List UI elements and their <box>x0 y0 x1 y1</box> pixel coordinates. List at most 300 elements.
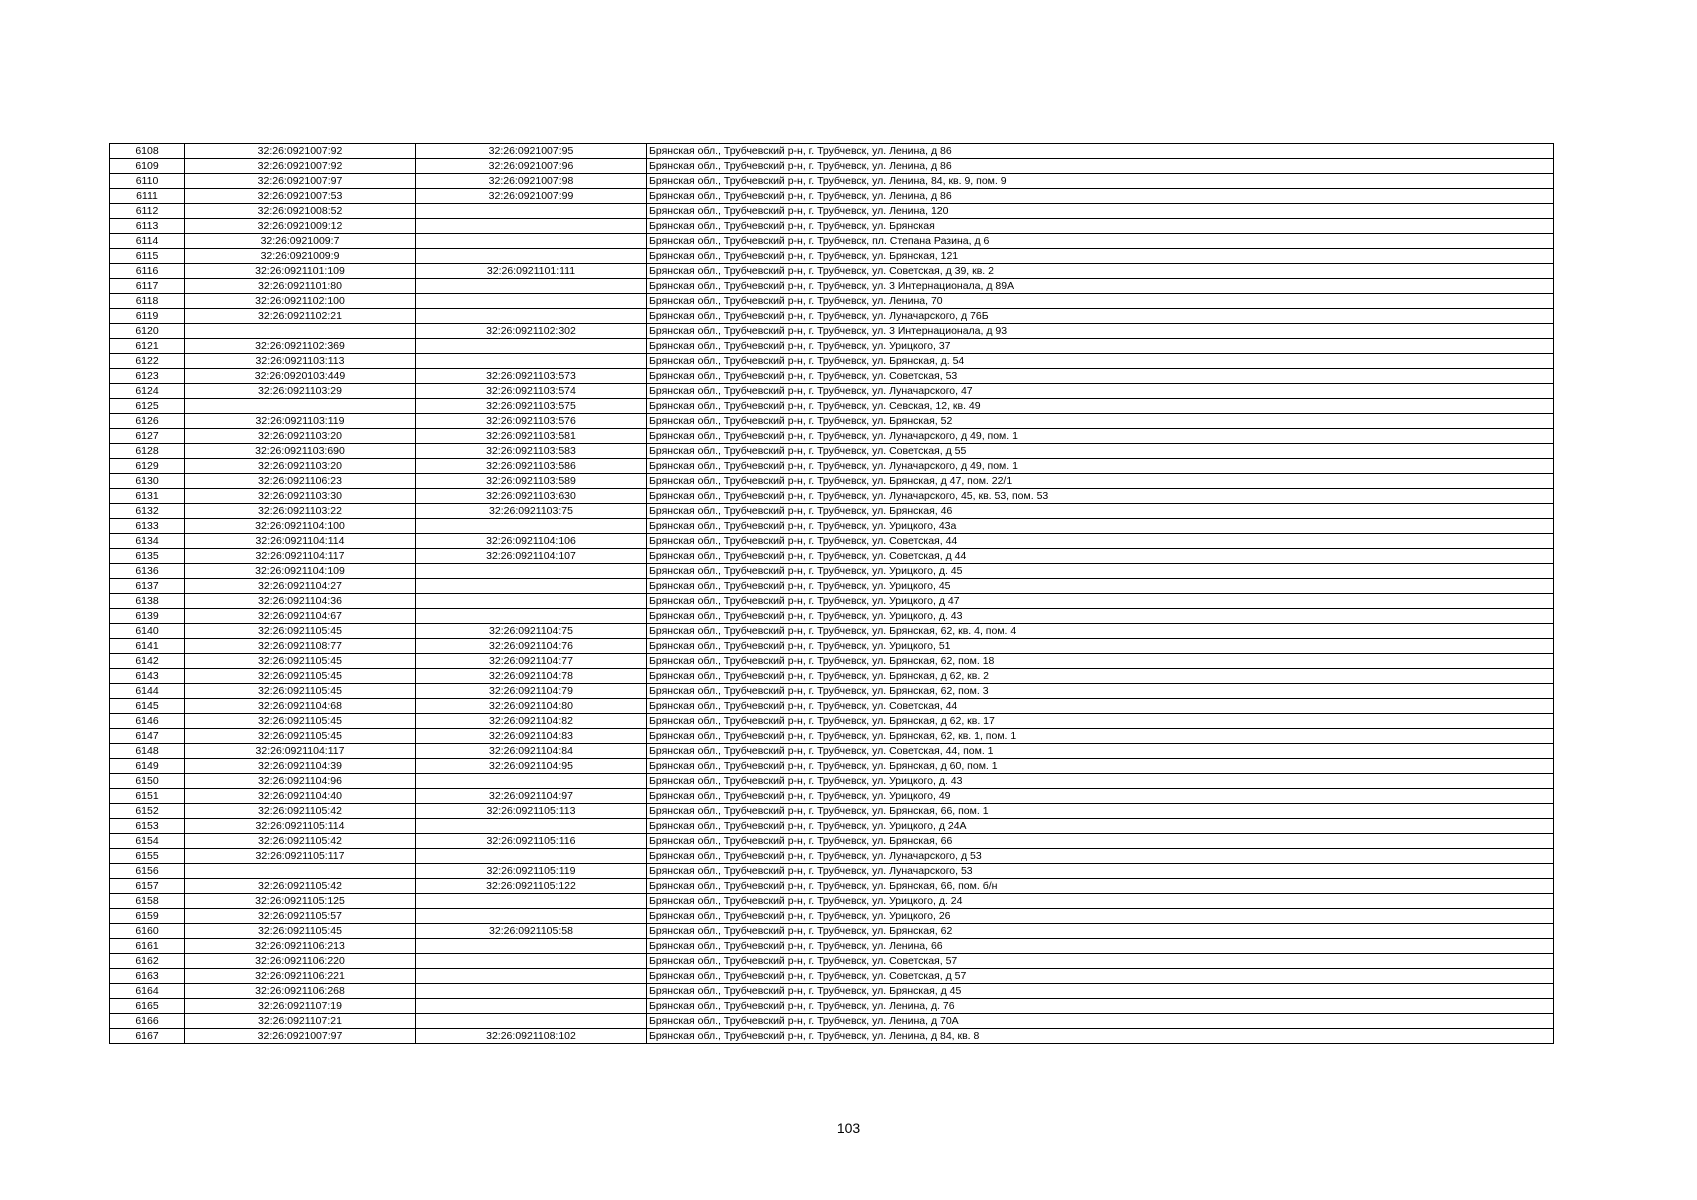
table-row <box>110 474 1554 489</box>
cadastral-number-cell: 32:26:0921107:21 <box>185 1014 416 1029</box>
row-number-cell: 6128 <box>110 444 185 459</box>
address-cell: Брянская обл., Трубчевский р-н, г. Трубчевск, ул. Советская, д 55 <box>647 444 1554 459</box>
cadastral-number-cell: 32:26:0921007:92 <box>185 159 416 174</box>
address-cell: Брянская обл., Трубчевский р-н, г. Трубчевск, ул. Советская, д 44 <box>647 549 1554 564</box>
address-cell: Брянская обл., Трубчевский р-н, г. Трубчевск, ул. Ленина, 70 <box>647 294 1554 309</box>
object-cadastral-number-cell: 32:26:0921108:102 <box>416 1029 647 1044</box>
cadastral-number-cell: 32:26:0921105:45 <box>185 714 416 729</box>
cadastral-number-cell: 32:26:0920103:449 <box>185 369 416 384</box>
address-cell: Брянская обл., Трубчевский р-н, г. Трубчевск, ул. 3 Интернационала, д 93 <box>647 324 1554 339</box>
cadastral-number-cell: 32:26:0921105:114 <box>185 819 416 834</box>
object-cadastral-number-cell: 32:26:0921104:76 <box>416 639 647 654</box>
address-cell: Брянская обл., Трубчевский р-н, г. Трубчевск, ул. Урицкого, д. 45 <box>647 564 1554 579</box>
cadastral-number-cell: 32:26:0921104:40 <box>185 789 416 804</box>
table-row <box>110 309 1554 324</box>
address-cell: Брянская обл., Трубчевский р-н, г. Трубчевск, ул. Ленина, д. 76 <box>647 999 1554 1014</box>
row-number-cell: 6114 <box>110 234 185 249</box>
object-cadastral-number-cell <box>416 984 647 999</box>
row-number-cell: 6112 <box>110 204 185 219</box>
table-row <box>110 324 1554 339</box>
cadastral-number-cell: 32:26:0921007:97 <box>185 174 416 189</box>
table-row <box>110 294 1554 309</box>
row-number-cell: 6119 <box>110 309 185 324</box>
row-number-cell: 6115 <box>110 249 185 264</box>
table-row <box>110 669 1554 684</box>
object-cadastral-number-cell: 32:26:0921103:573 <box>416 369 647 384</box>
object-cadastral-number-cell <box>416 519 647 534</box>
cadastral-number-cell: 32:26:0921007:92 <box>185 144 416 159</box>
address-cell: Брянская обл., Трубчевский р-н, г. Трубчевск, ул. Советская, 57 <box>647 954 1554 969</box>
object-cadastral-number-cell: 32:26:0921105:58 <box>416 924 647 939</box>
object-cadastral-number-cell: 32:26:0921103:75 <box>416 504 647 519</box>
address-cell: Брянская обл., Трубчевский р-н, г. Трубчевск, ул. Советская, 44 <box>647 534 1554 549</box>
object-cadastral-number-cell: 32:26:0921104:79 <box>416 684 647 699</box>
row-number-cell: 6158 <box>110 894 185 909</box>
row-number-cell: 6122 <box>110 354 185 369</box>
object-cadastral-number-cell <box>416 819 647 834</box>
cadastral-number-cell <box>185 324 416 339</box>
object-cadastral-number-cell <box>416 969 647 984</box>
table-row <box>110 594 1554 609</box>
table-row <box>110 954 1554 969</box>
row-number-cell: 6139 <box>110 609 185 624</box>
table-row <box>110 384 1554 399</box>
object-cadastral-number-cell <box>416 579 647 594</box>
address-cell: Брянская обл., Трубчевский р-н, г. Трубчевск, ул. Брянская, 52 <box>647 414 1554 429</box>
object-cadastral-number-cell <box>416 999 647 1014</box>
object-cadastral-number-cell <box>416 894 647 909</box>
table-row <box>110 789 1554 804</box>
row-number-cell: 6121 <box>110 339 185 354</box>
address-cell: Брянская обл., Трубчевский р-н, г. Трубчевск, ул. Ленина, д 70А <box>647 1014 1554 1029</box>
object-cadastral-number-cell: 32:26:0921103:589 <box>416 474 647 489</box>
object-cadastral-number-cell: 32:26:0921104:82 <box>416 714 647 729</box>
address-cell: Брянская обл., Трубчевский р-н, г. Трубчевск, ул. Брянская, 62, пом. 18 <box>647 654 1554 669</box>
object-cadastral-number-cell: 32:26:0921104:95 <box>416 759 647 774</box>
address-cell: Брянская обл., Трубчевский р-н, г. Трубчевск, ул. Урицкого, 43а <box>647 519 1554 534</box>
page-number: 103 <box>836 1120 861 1136</box>
address-cell: Брянская обл., Трубчевский р-н, г. Трубчевск, пл. Степана Разина, д 6 <box>647 234 1554 249</box>
cadastral-number-cell: 32:26:0921105:45 <box>185 654 416 669</box>
address-cell: Брянская обл., Трубчевский р-н, г. Трубчевск, ул. Брянская, 66 <box>647 834 1554 849</box>
address-cell: Брянская обл., Трубчевский р-н, г. Трубчевск, ул. Брянская, д. 54 <box>647 354 1554 369</box>
object-cadastral-number-cell <box>416 849 647 864</box>
object-cadastral-number-cell: 32:26:0921105:116 <box>416 834 647 849</box>
row-number-cell: 6165 <box>110 999 185 1014</box>
address-cell: Брянская обл., Трубчевский р-н, г. Трубчевск, ул. Луначарского, д 49, пом. 1 <box>647 459 1554 474</box>
table-row <box>110 804 1554 819</box>
object-cadastral-number-cell: 32:26:0921007:96 <box>416 159 647 174</box>
row-number-cell: 6130 <box>110 474 185 489</box>
object-cadastral-number-cell <box>416 774 647 789</box>
address-cell: Брянская обл., Трубчевский р-н, г. Трубчевск, ул. 3 Интернационала, д 89А <box>647 279 1554 294</box>
object-cadastral-number-cell <box>416 354 647 369</box>
object-cadastral-number-cell: 32:26:0921102:302 <box>416 324 647 339</box>
table-row <box>110 279 1554 294</box>
row-number-cell: 6134 <box>110 534 185 549</box>
cadastral-number-cell: 32:26:0921104:36 <box>185 594 416 609</box>
table-row <box>110 204 1554 219</box>
cadastral-number-cell: 32:26:0921105:42 <box>185 879 416 894</box>
table-row <box>110 969 1554 984</box>
table-row <box>110 249 1554 264</box>
cadastral-number-cell: 32:26:0921009:9 <box>185 249 416 264</box>
address-cell: Брянская обл., Трубчевский р-н, г. Трубчевск, ул. Брянская, 62 <box>647 924 1554 939</box>
address-cell: Брянская обл., Трубчевский р-н, г. Трубчевск, ул. Ленина, 120 <box>647 204 1554 219</box>
cadastral-number-cell: 32:26:0921105:42 <box>185 834 416 849</box>
row-number-cell: 6145 <box>110 699 185 714</box>
address-cell: Брянская обл., Трубчевский р-н, г. Трубчевск, ул. Брянская, д 60, пом. 1 <box>647 759 1554 774</box>
address-cell: Брянская обл., Трубчевский р-н, г. Трубчевск, ул. Ленина, д 86 <box>647 144 1554 159</box>
object-cadastral-number-cell: 32:26:0921103:575 <box>416 399 647 414</box>
object-cadastral-number-cell <box>416 339 647 354</box>
table-row <box>110 729 1554 744</box>
row-number-cell: 6156 <box>110 864 185 879</box>
table-row <box>110 744 1554 759</box>
table-row <box>110 909 1554 924</box>
table-row <box>110 639 1554 654</box>
row-number-cell: 6146 <box>110 714 185 729</box>
table-row <box>110 534 1554 549</box>
object-cadastral-number-cell: 32:26:0921103:586 <box>416 459 647 474</box>
address-cell: Брянская обл., Трубчевский р-н, г. Трубчевск, ул. Урицкого, д. 43 <box>647 609 1554 624</box>
table-row <box>110 984 1554 999</box>
address-cell: Брянская обл., Трубчевский р-н, г. Трубчевск, ул. Брянская, д 47, пом. 22/1 <box>647 474 1554 489</box>
address-cell: Брянская обл., Трубчевский р-н, г. Трубчевск, ул. Ленина, 66 <box>647 939 1554 954</box>
table-row <box>110 429 1554 444</box>
row-number-cell: 6154 <box>110 834 185 849</box>
row-number-cell: 6132 <box>110 504 185 519</box>
row-number-cell: 6149 <box>110 759 185 774</box>
table-row <box>110 774 1554 789</box>
row-number-cell: 6137 <box>110 579 185 594</box>
object-cadastral-number-cell <box>416 204 647 219</box>
row-number-cell: 6163 <box>110 969 185 984</box>
address-cell: Брянская обл., Трубчевский р-н, г. Трубчевск, ул. Урицкого, 49 <box>647 789 1554 804</box>
object-cadastral-number-cell: 32:26:0921104:83 <box>416 729 647 744</box>
table-row <box>110 369 1554 384</box>
object-cadastral-number-cell <box>416 909 647 924</box>
address-cell: Брянская обл., Трубчевский р-н, г. Трубчевск, ул. Советская, 44 <box>647 699 1554 714</box>
row-number-cell: 6117 <box>110 279 185 294</box>
table-row <box>110 759 1554 774</box>
row-number-cell: 6118 <box>110 294 185 309</box>
object-cadastral-number-cell: 32:26:0921007:99 <box>416 189 647 204</box>
object-cadastral-number-cell <box>416 609 647 624</box>
address-cell: Брянская обл., Трубчевский р-н, г. Трубчевск, ул. Урицкого, д 47 <box>647 594 1554 609</box>
row-number-cell: 6147 <box>110 729 185 744</box>
row-number-cell: 6166 <box>110 1014 185 1029</box>
address-cell: Брянская обл., Трубчевский р-н, г. Трубчевск, ул. Урицкого, 51 <box>647 639 1554 654</box>
row-number-cell: 6155 <box>110 849 185 864</box>
table-row <box>110 159 1554 174</box>
cadastral-number-cell: 32:26:0921104:27 <box>185 579 416 594</box>
address-cell: Брянская обл., Трубчевский р-н, г. Трубчевск, ул. Брянская, 66, пом. 1 <box>647 804 1554 819</box>
table-row <box>110 894 1554 909</box>
row-number-cell: 6108 <box>110 144 185 159</box>
cadastral-number-cell: 32:26:0921105:45 <box>185 729 416 744</box>
object-cadastral-number-cell: 32:26:0921104:107 <box>416 549 647 564</box>
address-cell: Брянская обл., Трубчевский р-н, г. Трубчевск, ул. Советская, д 39, кв. 2 <box>647 264 1554 279</box>
table-row <box>110 264 1554 279</box>
cadastral-number-cell: 32:26:0921104:117 <box>185 744 416 759</box>
cadastral-number-cell: 32:26:0921104:100 <box>185 519 416 534</box>
row-number-cell: 6159 <box>110 909 185 924</box>
cadastral-number-cell: 32:26:0921108:77 <box>185 639 416 654</box>
cadastral-number-cell: 32:26:0921102:21 <box>185 309 416 324</box>
table-row <box>110 504 1554 519</box>
table-row <box>110 414 1554 429</box>
object-cadastral-number-cell <box>416 309 647 324</box>
cadastral-number-cell: 32:26:0921101:80 <box>185 279 416 294</box>
address-cell: Брянская обл., Трубчевский р-н, г. Трубчевск, ул. Советская, д 57 <box>647 969 1554 984</box>
cadastral-number-cell: 32:26:0921103:690 <box>185 444 416 459</box>
table-row <box>110 684 1554 699</box>
row-number-cell: 6160 <box>110 924 185 939</box>
table-row <box>110 459 1554 474</box>
row-number-cell: 6148 <box>110 744 185 759</box>
address-cell: Брянская обл., Трубчевский р-н, г. Трубчевск, ул. Брянская, д 45 <box>647 984 1554 999</box>
row-number-cell: 6161 <box>110 939 185 954</box>
row-number-cell: 6164 <box>110 984 185 999</box>
row-number-cell: 6109 <box>110 159 185 174</box>
cadastral-number-cell: 32:26:0921105:117 <box>185 849 416 864</box>
object-cadastral-number-cell <box>416 279 647 294</box>
cadastral-number-cell: 32:26:0921105:45 <box>185 669 416 684</box>
table-row <box>110 654 1554 669</box>
table-row <box>110 174 1554 189</box>
row-number-cell: 6143 <box>110 669 185 684</box>
table-row <box>110 519 1554 534</box>
address-cell: Брянская обл., Трубчевский р-н, г. Трубчевск, ул. Луначарского, д 76Б <box>647 309 1554 324</box>
row-number-cell: 6150 <box>110 774 185 789</box>
table-row <box>110 849 1554 864</box>
table-row <box>110 444 1554 459</box>
object-cadastral-number-cell: 32:26:0921104:75 <box>416 624 647 639</box>
table-row <box>110 699 1554 714</box>
cadastral-number-cell: 32:26:0921106:23 <box>185 474 416 489</box>
cadastral-number-cell: 32:26:0921103:119 <box>185 414 416 429</box>
object-cadastral-number-cell: 32:26:0921103:583 <box>416 444 647 459</box>
object-cadastral-number-cell: 32:26:0921103:581 <box>416 429 647 444</box>
row-number-cell: 6167 <box>110 1029 185 1044</box>
row-number-cell: 6142 <box>110 654 185 669</box>
table-row <box>110 564 1554 579</box>
address-cell: Брянская обл., Трубчевский р-н, г. Трубчевск, ул. Севская, 12, кв. 49 <box>647 399 1554 414</box>
object-cadastral-number-cell: 32:26:0921103:576 <box>416 414 647 429</box>
cadastral-number-cell: 32:26:0921101:109 <box>185 264 416 279</box>
cadastral-number-cell: 32:26:0921106:268 <box>185 984 416 999</box>
cadastral-number-cell: 32:26:0921008:52 <box>185 204 416 219</box>
cadastral-number-cell: 32:26:0921105:45 <box>185 924 416 939</box>
row-number-cell: 6153 <box>110 819 185 834</box>
cadastral-number-cell: 32:26:0921007:53 <box>185 189 416 204</box>
address-cell: Брянская обл., Трубчевский р-н, г. Трубчевск, ул. Брянская, 62, кв. 1, пом. 1 <box>647 729 1554 744</box>
address-cell: Брянская обл., Трубчевский р-н, г. Трубчевск, ул. Брянская, 62, кв. 4, пом. 4 <box>647 624 1554 639</box>
cadastral-number-cell: 32:26:0921104:39 <box>185 759 416 774</box>
cadastral-number-cell: 32:26:0921104:109 <box>185 564 416 579</box>
cadastral-number-cell: 32:26:0921103:20 <box>185 429 416 444</box>
table-row <box>110 339 1554 354</box>
row-number-cell: 6131 <box>110 489 185 504</box>
cadastral-number-cell <box>185 399 416 414</box>
cadastral-number-cell: 32:26:0921009:7 <box>185 234 416 249</box>
table-row <box>110 879 1554 894</box>
object-cadastral-number-cell: 32:26:0921104:97 <box>416 789 647 804</box>
row-number-cell: 6157 <box>110 879 185 894</box>
cadastral-number-cell: 32:26:0921104:68 <box>185 699 416 714</box>
address-cell: Брянская обл., Трубчевский р-н, г. Трубчевск, ул. Ленина, д 84, кв. 8 <box>647 1029 1554 1044</box>
object-cadastral-number-cell: 32:26:0921103:574 <box>416 384 647 399</box>
cadastral-number-cell: 32:26:0921107:19 <box>185 999 416 1014</box>
address-cell: Брянская обл., Трубчевский р-н, г. Трубчевск, ул. Урицкого, 45 <box>647 579 1554 594</box>
row-number-cell: 6113 <box>110 219 185 234</box>
address-cell: Брянская обл., Трубчевский р-н, г. Трубчевск, ул. Урицкого, д. 43 <box>647 774 1554 789</box>
address-cell: Брянская обл., Трубчевский р-н, г. Трубчевск, ул. Луначарского, 45, кв. 53, пом. 53 <box>647 489 1554 504</box>
cadastral-number-cell: 32:26:0921106:213 <box>185 939 416 954</box>
row-number-cell: 6162 <box>110 954 185 969</box>
row-number-cell: 6135 <box>110 549 185 564</box>
table-row <box>110 489 1554 504</box>
address-cell: Брянская обл., Трубчевский р-н, г. Трубчевск, ул. Урицкого, 26 <box>647 909 1554 924</box>
table-row <box>110 354 1554 369</box>
table-row <box>110 399 1554 414</box>
row-number-cell: 6111 <box>110 189 185 204</box>
cadastral-number-cell: 32:26:0921104:96 <box>185 774 416 789</box>
table-row <box>110 864 1554 879</box>
cadastral-number-cell: 32:26:0921103:113 <box>185 354 416 369</box>
object-cadastral-number-cell: 32:26:0921104:78 <box>416 669 647 684</box>
row-number-cell: 6125 <box>110 399 185 414</box>
cadastral-number-cell: 32:26:0921104:67 <box>185 609 416 624</box>
table-row <box>110 609 1554 624</box>
address-cell: Брянская обл., Трубчевский р-н, г. Трубчевск, ул. Советская, 53 <box>647 369 1554 384</box>
row-number-cell: 6133 <box>110 519 185 534</box>
row-number-cell: 6144 <box>110 684 185 699</box>
address-cell: Брянская обл., Трубчевский р-н, г. Трубчевск, ул. Брянская, 121 <box>647 249 1554 264</box>
row-number-cell: 6127 <box>110 429 185 444</box>
cadastral-number-cell: 32:26:0921105:42 <box>185 804 416 819</box>
object-cadastral-number-cell <box>416 294 647 309</box>
cadastral-table <box>109 143 1554 1044</box>
cadastral-number-cell <box>185 864 416 879</box>
cadastral-number-cell: 32:26:0921103:20 <box>185 459 416 474</box>
cadastral-number-cell: 32:26:0921103:30 <box>185 489 416 504</box>
row-number-cell: 6152 <box>110 804 185 819</box>
row-number-cell: 6129 <box>110 459 185 474</box>
cadastral-number-cell: 32:26:0921105:57 <box>185 909 416 924</box>
table-row <box>110 234 1554 249</box>
address-cell: Брянская обл., Трубчевский р-н, г. Трубчевск, ул. Брянская, 46 <box>647 504 1554 519</box>
address-cell: Брянская обл., Трубчевский р-н, г. Трубчевск, ул. Брянская, д 62, кв. 2 <box>647 669 1554 684</box>
table-row <box>110 1014 1554 1029</box>
row-number-cell: 6116 <box>110 264 185 279</box>
row-number-cell: 6120 <box>110 324 185 339</box>
table-row <box>110 819 1554 834</box>
row-number-cell: 6136 <box>110 564 185 579</box>
row-number-cell: 6110 <box>110 174 185 189</box>
table-row <box>110 219 1554 234</box>
object-cadastral-number-cell <box>416 594 647 609</box>
cadastral-number-cell: 32:26:0921007:97 <box>185 1029 416 1044</box>
object-cadastral-number-cell <box>416 219 647 234</box>
cadastral-number-cell: 32:26:0921106:221 <box>185 969 416 984</box>
object-cadastral-number-cell <box>416 939 647 954</box>
cadastral-number-cell: 32:26:0921103:22 <box>185 504 416 519</box>
row-number-cell: 6124 <box>110 384 185 399</box>
cadastral-number-cell: 32:26:0921009:12 <box>185 219 416 234</box>
row-number-cell: 6126 <box>110 414 185 429</box>
object-cadastral-number-cell <box>416 954 647 969</box>
row-number-cell: 6140 <box>110 624 185 639</box>
cadastral-number-cell: 32:26:0921102:369 <box>185 339 416 354</box>
address-cell: Брянская обл., Трубчевский р-н, г. Трубчевск, ул. Урицкого, д 24А <box>647 819 1554 834</box>
cadastral-number-cell: 32:26:0921106:220 <box>185 954 416 969</box>
object-cadastral-number-cell: 32:26:0921007:98 <box>416 174 647 189</box>
object-cadastral-number-cell <box>416 249 647 264</box>
table-row <box>110 624 1554 639</box>
address-cell: Брянская обл., Трубчевский р-н, г. Трубчевск, ул. Брянская <box>647 219 1554 234</box>
address-cell: Брянская обл., Трубчевский р-н, г. Трубчевск, ул. Ленина, д 86 <box>647 159 1554 174</box>
address-cell: Брянская обл., Трубчевский р-н, г. Трубчевск, ул. Урицкого, д. 24 <box>647 894 1554 909</box>
table-row <box>110 144 1554 159</box>
address-cell: Брянская обл., Трубчевский р-н, г. Трубчевск, ул. Луначарского, д 53 <box>647 849 1554 864</box>
address-cell: Брянская обл., Трубчевский р-н, г. Трубчевск, ул. Ленина, 84, кв. 9, пом. 9 <box>647 174 1554 189</box>
table-row <box>110 999 1554 1014</box>
cadastral-number-cell: 32:26:0921103:29 <box>185 384 416 399</box>
address-cell: Брянская обл., Трубчевский р-н, г. Трубчевск, ул. Луначарского, д 49, пом. 1 <box>647 429 1554 444</box>
address-cell: Брянская обл., Трубчевский р-н, г. Трубчевск, ул. Луначарского, 53 <box>647 864 1554 879</box>
address-cell: Брянская обл., Трубчевский р-н, г. Трубчевск, ул. Урицкого, 37 <box>647 339 1554 354</box>
table-row <box>110 714 1554 729</box>
cadastral-number-cell: 32:26:0921104:114 <box>185 534 416 549</box>
object-cadastral-number-cell: 32:26:0921105:119 <box>416 864 647 879</box>
row-number-cell: 6141 <box>110 639 185 654</box>
object-cadastral-number-cell: 32:26:0921103:630 <box>416 489 647 504</box>
object-cadastral-number-cell: 32:26:0921007:95 <box>416 144 647 159</box>
object-cadastral-number-cell: 32:26:0921105:113 <box>416 804 647 819</box>
cadastral-number-cell: 32:26:0921104:117 <box>185 549 416 564</box>
object-cadastral-number-cell: 32:26:0921101:111 <box>416 264 647 279</box>
object-cadastral-number-cell <box>416 234 647 249</box>
table-row <box>110 939 1554 954</box>
row-number-cell: 6151 <box>110 789 185 804</box>
address-cell: Брянская обл., Трубчевский р-н, г. Трубчевск, ул. Советская, 44, пом. 1 <box>647 744 1554 759</box>
cadastral-number-cell: 32:26:0921102:100 <box>185 294 416 309</box>
table-row <box>110 1029 1554 1044</box>
address-cell: Брянская обл., Трубчевский р-н, г. Трубчевск, ул. Ленина, д 86 <box>647 189 1554 204</box>
table-row <box>110 834 1554 849</box>
object-cadastral-number-cell: 32:26:0921104:84 <box>416 744 647 759</box>
object-cadastral-number-cell: 32:26:0921105:122 <box>416 879 647 894</box>
object-cadastral-number-cell: 32:26:0921104:77 <box>416 654 647 669</box>
object-cadastral-number-cell: 32:26:0921104:106 <box>416 534 647 549</box>
object-cadastral-number-cell <box>416 1014 647 1029</box>
cadastral-number-cell: 32:26:0921105:45 <box>185 684 416 699</box>
cadastral-number-cell: 32:26:0921105:125 <box>185 894 416 909</box>
table-row <box>110 924 1554 939</box>
object-cadastral-number-cell: 32:26:0921104:80 <box>416 699 647 714</box>
address-cell: Брянская обл., Трубчевский р-н, г. Трубчевск, ул. Брянская, 62, пом. 3 <box>647 684 1554 699</box>
address-cell: Брянская обл., Трубчевский р-н, г. Трубчевск, ул. Брянская, д 62, кв. 17 <box>647 714 1554 729</box>
address-cell: Брянская обл., Трубчевский р-н, г. Трубчевск, ул. Луначарского, 47 <box>647 384 1554 399</box>
object-cadastral-number-cell <box>416 564 647 579</box>
table-row <box>110 189 1554 204</box>
table-row <box>110 549 1554 564</box>
cadastral-number-cell: 32:26:0921105:45 <box>185 624 416 639</box>
table-row <box>110 579 1554 594</box>
table-body <box>110 144 1554 1044</box>
